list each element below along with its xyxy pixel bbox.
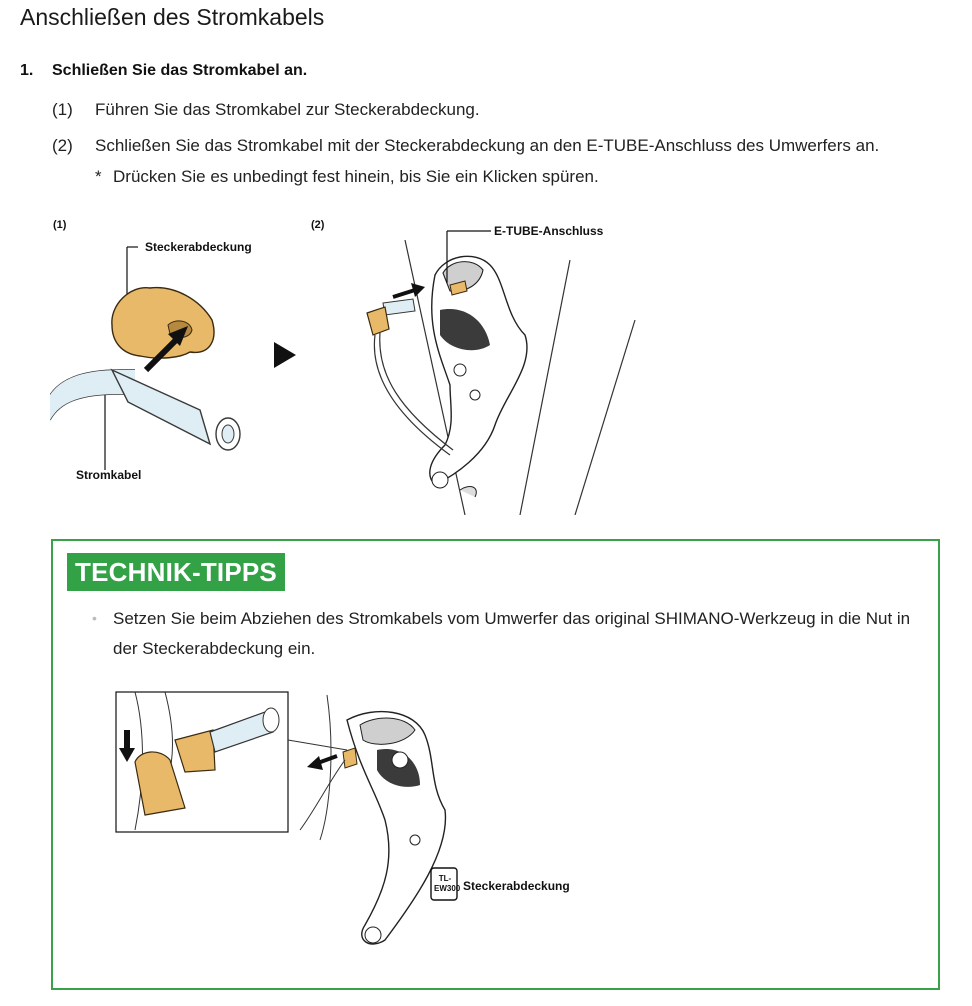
figure-1-label: (1) — [53, 219, 67, 231]
substep-2-text: Schließen Sie das Stromkabel mit der Steckerabdeckung an den E-TUBE-Anschluss des Umwerfers an. — [95, 136, 880, 155]
callout-cover-fig1: Steckerabdeckung — [145, 240, 252, 254]
callout-cable: Stromkabel — [76, 468, 142, 482]
substep-2 — [52, 136, 879, 156]
figure-1-illustration — [50, 230, 270, 500]
step-heading — [20, 62, 307, 80]
note — [95, 167, 599, 187]
step-number: 1. — [20, 62, 34, 79]
substep-2-number: (2) — [52, 136, 73, 155]
tool-badge-line2: EW300 — [434, 884, 461, 893]
tool-badge-line1: TL- — [438, 874, 452, 883]
next-arrow-icon — [272, 340, 298, 370]
page-title: Anschließen des Stromkabels — [20, 4, 325, 30]
tips-bullet: • — [92, 610, 97, 626]
figure-2-illustration — [355, 225, 645, 515]
substep-1 — [52, 100, 480, 120]
tips-badge: TECHNIK-TIPPS — [67, 553, 285, 591]
callout-cover-tips: Steckerabdeckung — [463, 879, 570, 893]
tool-badge — [434, 874, 461, 894]
substep-1-number: (1) — [52, 100, 73, 119]
callout-port: E-TUBE-Anschluss — [494, 224, 604, 238]
tips-illustration — [115, 690, 475, 955]
note-marker: * — [95, 167, 102, 186]
note-text: Drücken Sie es unbedingt fest hinein, bis Sie ein Klicken spüren. — [113, 167, 599, 186]
figure-2-label: (2) — [311, 219, 325, 231]
substep-1-text: Führen Sie das Stromkabel zur Steckerabdeckung. — [95, 100, 480, 119]
tips-text: Setzen Sie beim Abziehen des Stromkabels vom Umwerfer das original SHIMANO-Werkzeug in die Nut in der Steckerabdeckung ein. — [113, 609, 911, 658]
step-text: Schließen Sie das Stromkabel an. — [52, 62, 308, 79]
